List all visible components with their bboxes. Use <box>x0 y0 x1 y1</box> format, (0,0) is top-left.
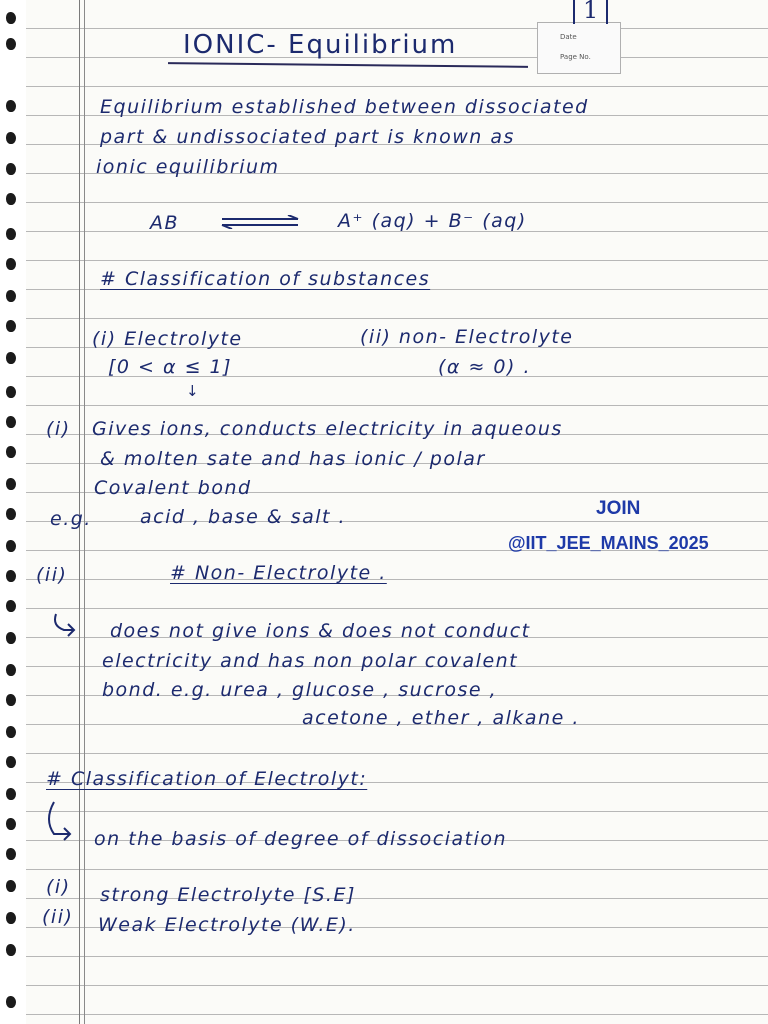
non-electrolyte-desc-line: acetone , ether , alkane . <box>302 707 580 729</box>
electrolyte-desc-line: Gives ions, conducts electricity in aqueous <box>92 418 563 440</box>
electrolyte-label: (i) Electrolyte <box>92 328 243 350</box>
date-label: Date <box>560 33 577 41</box>
binding-hole <box>6 632 16 644</box>
eg-label: e.g. <box>50 508 92 530</box>
binding-hole <box>6 944 16 956</box>
page-no-label: Page No. <box>560 53 591 61</box>
electrolyte-type-marker: (i) <box>46 876 71 898</box>
definition-line: ionic equilibrium <box>96 156 280 178</box>
binding-hole <box>6 100 16 112</box>
hook-arrow-icon <box>50 612 78 640</box>
non-electrolyte-desc-line: electricity and has non polar covalent <box>102 650 519 672</box>
non-electrolyte-marker: (ii) <box>36 564 68 586</box>
binding-hole <box>6 664 16 676</box>
binding-hole <box>6 726 16 738</box>
spiral-binding <box>0 0 26 1024</box>
electrolyte-desc-line: & molten sate and has ionic / polar <box>100 448 486 470</box>
binding-hole <box>6 258 16 270</box>
equation-products: A⁺ (aq) + B⁻ (aq) <box>338 210 527 232</box>
title-underline <box>168 62 528 68</box>
binding-hole <box>6 320 16 332</box>
dissociation-basis: on the basis of degree of dissociation <box>94 828 508 850</box>
binding-hole <box>6 132 16 144</box>
definition-line: part & undissociated part is known as <box>100 126 515 148</box>
electrolyte-marker: (i) <box>46 418 71 440</box>
binding-hole <box>6 756 16 768</box>
binding-hole <box>6 12 16 24</box>
binding-hole <box>6 446 16 458</box>
binding-hole <box>6 416 16 428</box>
non-electrolyte-desc-line: does not give ions & does not conduct <box>110 620 531 642</box>
binding-hole <box>6 570 16 582</box>
binding-hole <box>6 386 16 398</box>
binding-hole <box>6 478 16 490</box>
binding-hole <box>6 694 16 706</box>
non-electrolyte-range: (α ≈ 0) . <box>438 356 532 378</box>
equation-reactant: AB <box>150 212 180 234</box>
electrolyte-range: [0 < α ≤ 1] <box>108 356 233 378</box>
binding-hole <box>6 996 16 1008</box>
binding-hole <box>6 880 16 892</box>
date-page-box <box>537 22 621 74</box>
hook-arrow-icon <box>42 800 76 844</box>
non-electrolyte-desc-line: bond. e.g. urea , glucose , sucrose , <box>102 679 498 701</box>
binding-hole <box>6 38 16 50</box>
page-number: 1 <box>573 0 608 24</box>
binding-hole <box>6 352 16 364</box>
binding-hole <box>6 228 16 240</box>
electrolyte-type-marker: (ii) <box>42 906 74 928</box>
non-electrolyte-heading: # Non- Electrolyte . <box>170 562 387 584</box>
electrolyte-classification-heading: # Classification of Electrolyt: <box>46 768 368 790</box>
non-electrolyte-label: (ii) non- Electrolyte <box>360 326 574 348</box>
binding-hole <box>6 600 16 612</box>
binding-hole <box>6 788 16 800</box>
electrolyte-examples: acid , base & salt . <box>140 506 347 528</box>
binding-hole <box>6 193 16 205</box>
promo-handle: @IIT_JEE_MAINS_2025 <box>508 533 709 553</box>
classification-heading: # Classification of substances <box>100 268 431 290</box>
electrolyte-type: Weak Electrolyte (W.E). <box>98 914 356 936</box>
down-arrow-icon: ↓ <box>186 382 201 400</box>
binding-hole <box>6 540 16 552</box>
binding-hole <box>6 848 16 860</box>
definition-line: Equilibrium established between dissociated <box>100 96 589 118</box>
binding-hole <box>6 818 16 830</box>
binding-hole <box>6 508 16 520</box>
page-title: IONIC- Equilibrium <box>183 30 458 60</box>
binding-hole <box>6 912 16 924</box>
electrolyte-desc-line: Covalent bond <box>94 477 252 499</box>
binding-hole <box>6 163 16 175</box>
electrolyte-type: strong Electrolyte [S.E] <box>100 884 356 906</box>
equilibrium-arrow-icon <box>218 215 302 229</box>
promo-join: JOIN <box>596 498 641 519</box>
binding-hole <box>6 290 16 302</box>
